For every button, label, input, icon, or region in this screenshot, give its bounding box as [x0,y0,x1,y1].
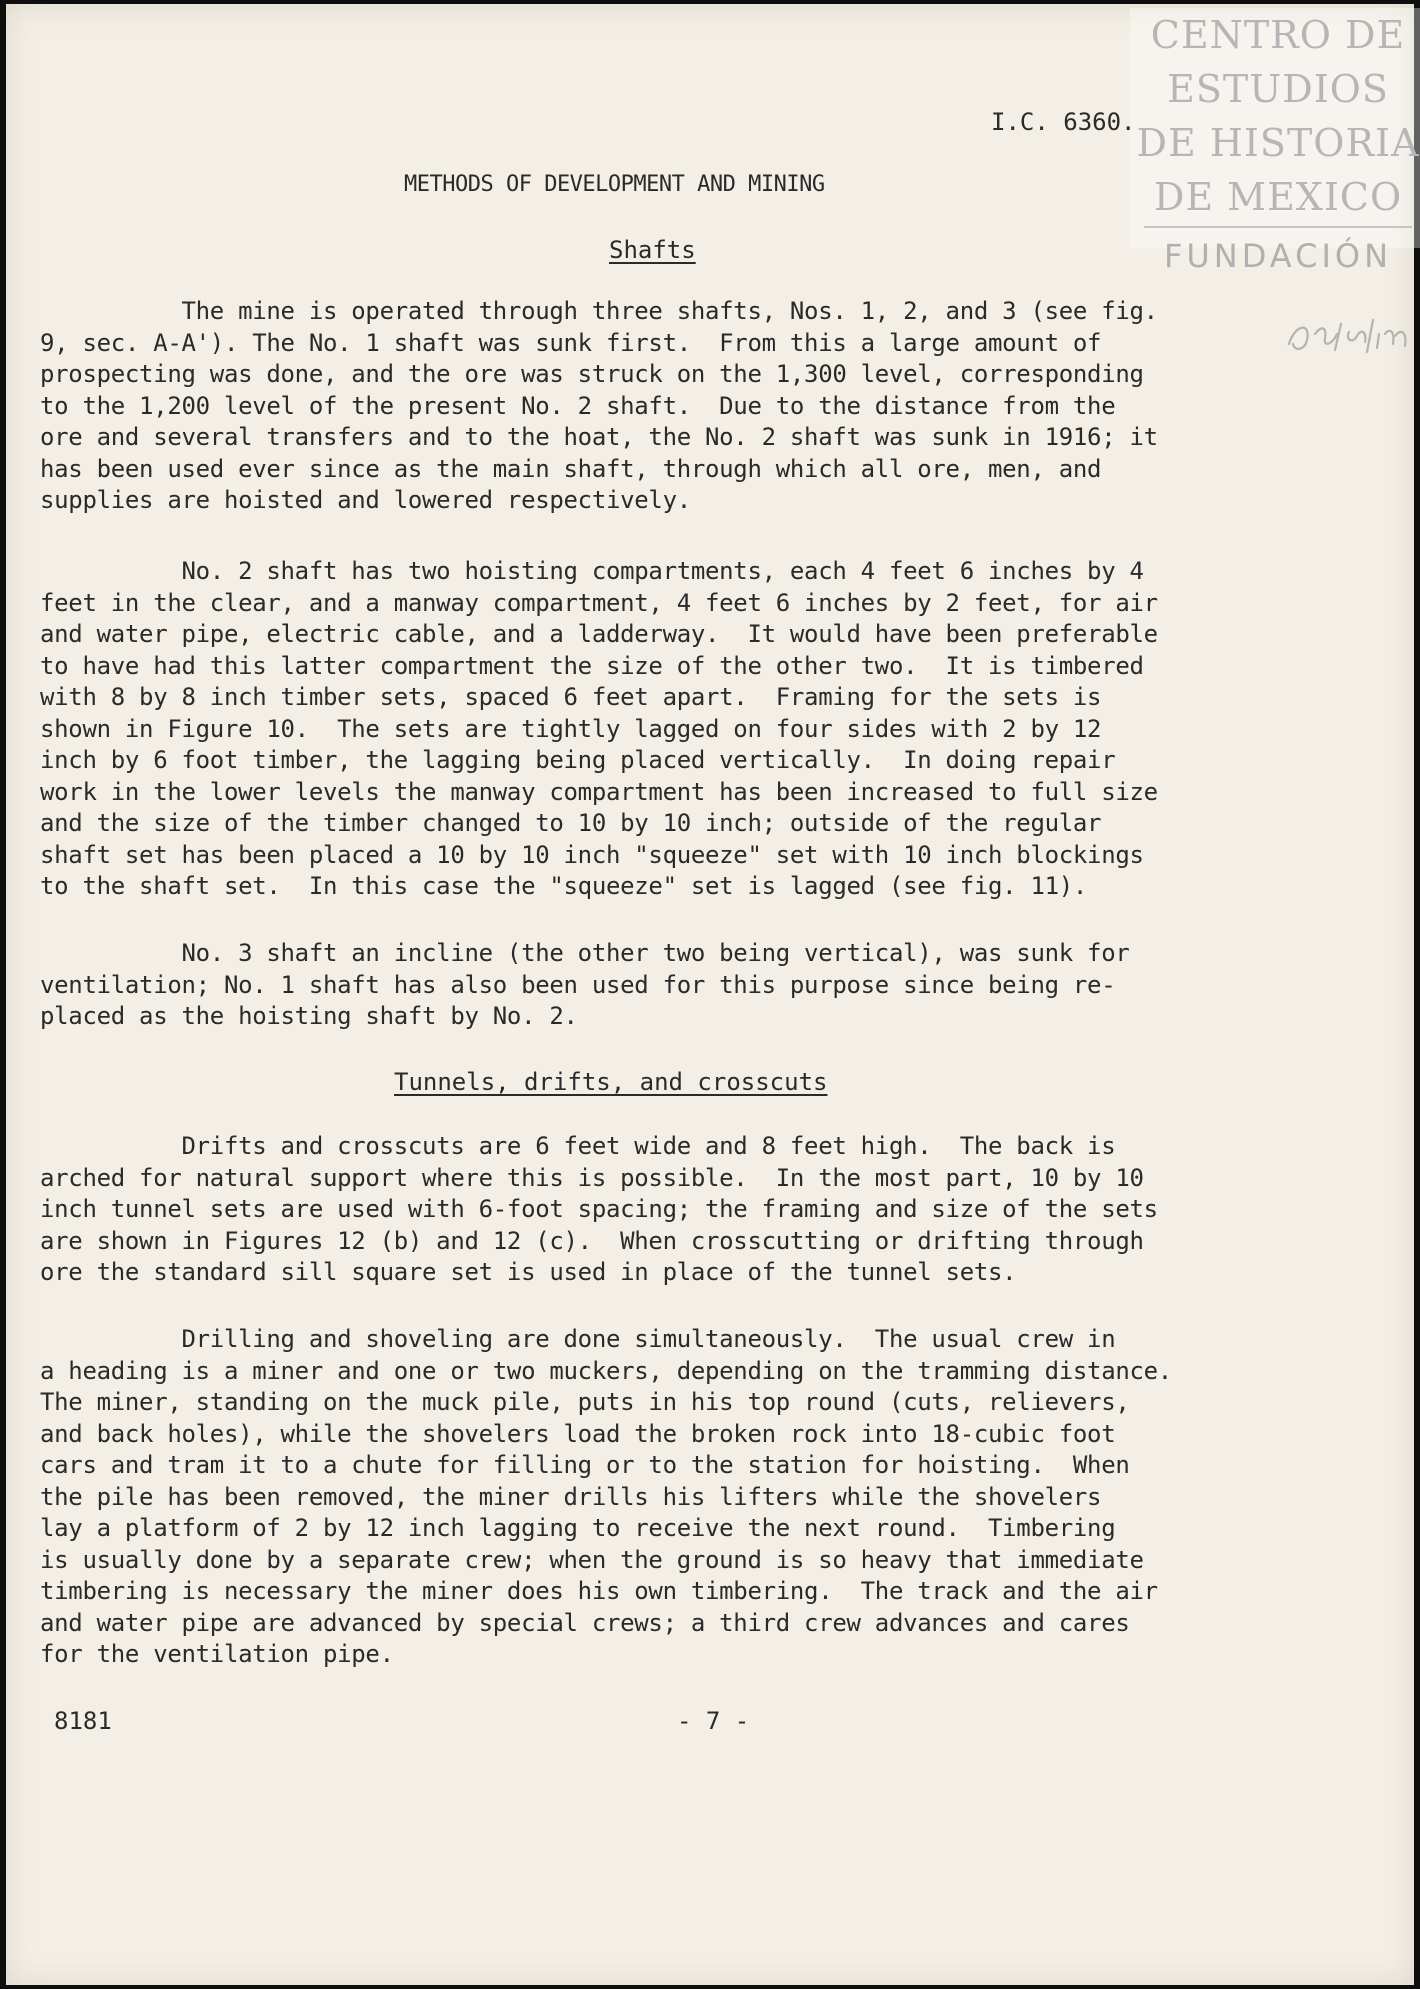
archive-watermark [1130,8,1420,275]
section-heading-tunnels: Tunnels, drifts, and crosscuts [394,1068,828,1096]
text-line: is usually done by a separate crew; when the ground is so heavy that immediate [40,1545,1144,1574]
text-line: No. 3 shaft an incline (the other two being vertical), was sunk for [40,939,1130,967]
watermark-line: CENTRO DE [1150,13,1406,57]
paragraph [40,296,1360,517]
text-line: to have had this latter compartment the size of the other two. It is timbered [40,651,1144,680]
text-line: placed as the hoisting shaft by No. 2. [40,1002,578,1030]
text-line: and the size of the timber changed to 10 by 10 inch; outside of the regular [40,809,1102,837]
text-line: ventilation; No. 1 shaft has also been used for this purpose since being re- [40,970,1116,999]
section-heading-shafts: Shafts [609,236,696,264]
watermark-foundation: FUNDACIÓN [1163,237,1393,275]
text-line: inch by 6 foot timber, the lagging being placed vertically. In doing repair [40,746,1116,774]
paragraph [40,1324,1360,1671]
text-line: a heading is a miner and one or two muckers, depending on the tramming distance. [40,1356,1172,1385]
text-line: No. 2 shaft has two hoisting compartments, each 4 feet 6 inches by 4 [40,557,1144,585]
text-line: and water pipe are advanced by special crews; a third crew advances and cares [40,1608,1130,1637]
text-line: shaft set has been placed a 10 by 10 inch "squeeze" set with 10 inch blockings [40,840,1144,869]
text-line: lay a platform of 2 by 12 inch lagging to receive the next round. Timbering [40,1514,1116,1542]
text-line: The mine is operated through three shafts, Nos. 1, 2, and 3 (see fig. [40,297,1158,325]
text-line: Drilling and shoveling are done simultaneously. The usual crew in [40,1325,1116,1353]
text-line: ore the standard sill square set is used in place of the tunnel sets. [40,1258,1017,1286]
text-line: inch tunnel sets are used with 6-foot spacing; the framing and size of the sets [40,1195,1158,1223]
watermark-line: ESTUDIOS [1167,67,1389,111]
text-line: supplies are hoisted and lowered respectively. [40,486,691,514]
text-line: work in the lower levels the manway compartment has been increased to full size [40,777,1158,806]
text-line: The miner, standing on the muck pile, puts in his top round (cuts, relievers, [40,1388,1130,1416]
text-line: Drifts and crosscuts are 6 feet wide and 8 feet high. The back is [40,1132,1116,1160]
text-line: with 8 by 8 inch timber sets, spaced 6 feet apart. Framing for the sets is [40,683,1102,711]
page-title: METHODS OF DEVELOPMENT AND MINING [404,172,825,197]
text-line: timbering is necessary the miner does his own timbering. The track and the air [40,1577,1158,1605]
document-page [6,4,1420,1985]
document-id: I.C. 6360. [991,108,1136,136]
watermark-line: DE HISTORIA [1136,121,1420,165]
text-line: has been used ever since as the main shaft, through which all ore, men, and [40,454,1102,483]
text-line: ore and several transfers and to the hoat, the No. 2 shaft was sunk in 1916; it [40,423,1158,451]
text-line: the pile has been removed, the miner drills his lifters while the shovelers [40,1482,1102,1511]
text-line: cars and tram it to a chute for filling or to the station for hoisting. When [40,1451,1130,1479]
text-line: 9, sec. A-A'). The No. 1 shaft was sunk first. From this a large amount of [40,328,1102,357]
text-line: for the ventilation pipe. [40,1640,394,1668]
text-line: and water pipe, electric cable, and a ladderway. It would have been preferable [40,620,1158,648]
document-number: 8181 [54,1707,112,1735]
text-line: to the 1,200 level of the present No. 2 shaft. Due to the distance from the [40,391,1116,420]
text-line: feet in the clear, and a manway compartment, 4 feet 6 inches by 2 feet, for air [40,588,1158,617]
paragraph [40,1131,1360,1289]
paragraph [40,938,1360,1033]
text-line: prospecting was done, and the ore was struck on the 1,300 level, corresponding [40,360,1144,388]
text-line: and back holes), while the shovelers load the broken rock into 18-cubic foot [40,1419,1116,1448]
text-line: to the shaft set. In this case the "squeeze" set is lagged (see fig. 11). [40,872,1088,900]
page-number: - 7 - [677,1707,750,1735]
watermark-line: DE MEXICO [1153,175,1403,219]
text-line: arched for natural support where this is possible. In the most part, 10 by 10 [40,1163,1144,1192]
paragraph [40,556,1360,903]
text-line: are shown in Figures 12 (b) and 12 (c). When crosscutting or drifting through [40,1226,1144,1255]
text-line: shown in Figure 10. The sets are tightly lagged on four sides with 2 by 12 [40,714,1102,743]
